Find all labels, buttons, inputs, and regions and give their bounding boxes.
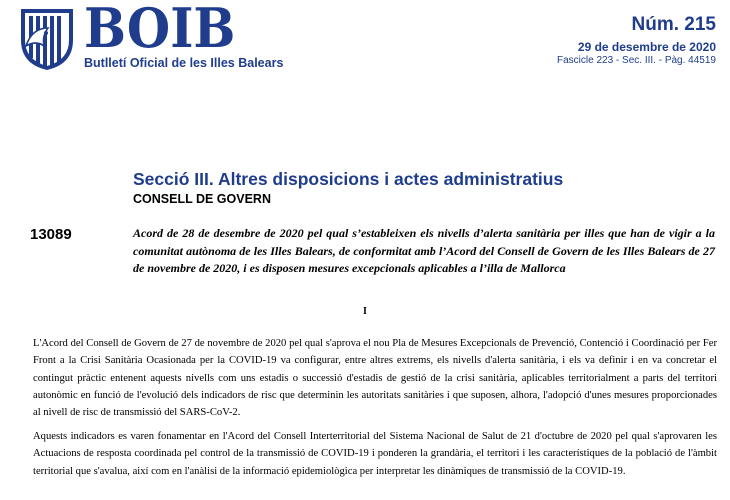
entry-number: 13089 (30, 226, 72, 243)
section-subtitle: CONSELL DE GOVERN (133, 192, 271, 206)
coat-of-arms-icon (18, 6, 76, 72)
body-paragraph-1: L'Acord del Consell de Govern de 27 de novembre de 2020 pel qual s'aprova el nou Pla de Mesures Excepcionals de Prevenció, Contenció i Coordinació per Fer Front a la Crisi Sanitària Ocasionada per la COVID-19 va configurar, entre altres extrems, els nivells d'alerta sanitària, i els va definir i en va concretar el contingut pràctic entenent aquests nivells com uns estadis o successió d'estadis de gestió de la crisi sanitària, aplicables territorialment a parts del territori autonòmic en funció de l'evolució dels indicadors de risc que determinin les autoritats sanitàries i que suposen, alhora, l'adopció d'unes mesures proporcionades al nivell de risc de transmissió del SARS-CoV-2. (33, 338, 717, 419)
section-title: Secció III. Altres disposicions i actes administratius (133, 169, 564, 189)
roman-heading: I (363, 306, 367, 317)
body-paragraph-2: Aquests indicadors es varen fonamentar en l'Acord del Consell Interterritorial del Sistema Nacional de Salut de 21 d'octubre de 2020 pel qual s'aprovaren les Actuacions de resposta coordinada pel control de la transmissió de COVID-19 i ponderen la grandària, el territori i les característiques de la població de l'àmbit territorial que s'avalua, així com en l'anàlisi de la informació epidemiològica per interpretar les dinàmiques de transmissió de la COVID-19. (33, 431, 717, 477)
logo-subtitle: Butlletí Oficial de les Illes Balears (84, 56, 284, 70)
logo-wordmark: BOIB (84, 0, 236, 60)
fascicle-info: Fascicle 223 - Sec. III. - Pàg. 44519 (557, 55, 716, 66)
issue-info (557, 14, 716, 67)
issue-number: Núm. 215 (631, 14, 716, 35)
entry-title: Acord de 28 de desembre de 2020 pel qual s’estableixen els nivells d’alerta sanitària per illes que han de vigir a la comunitat autònoma de les Illes Balears, de conformitat amb l’Acord del Consell de Govern de les Illes Balears de 27 de novembre de 2020, i es disposen mesures excepcionals aplicables a l’illa de Mallorca (133, 226, 715, 275)
issue-date: 29 de desembre de 2020 (577, 40, 716, 54)
